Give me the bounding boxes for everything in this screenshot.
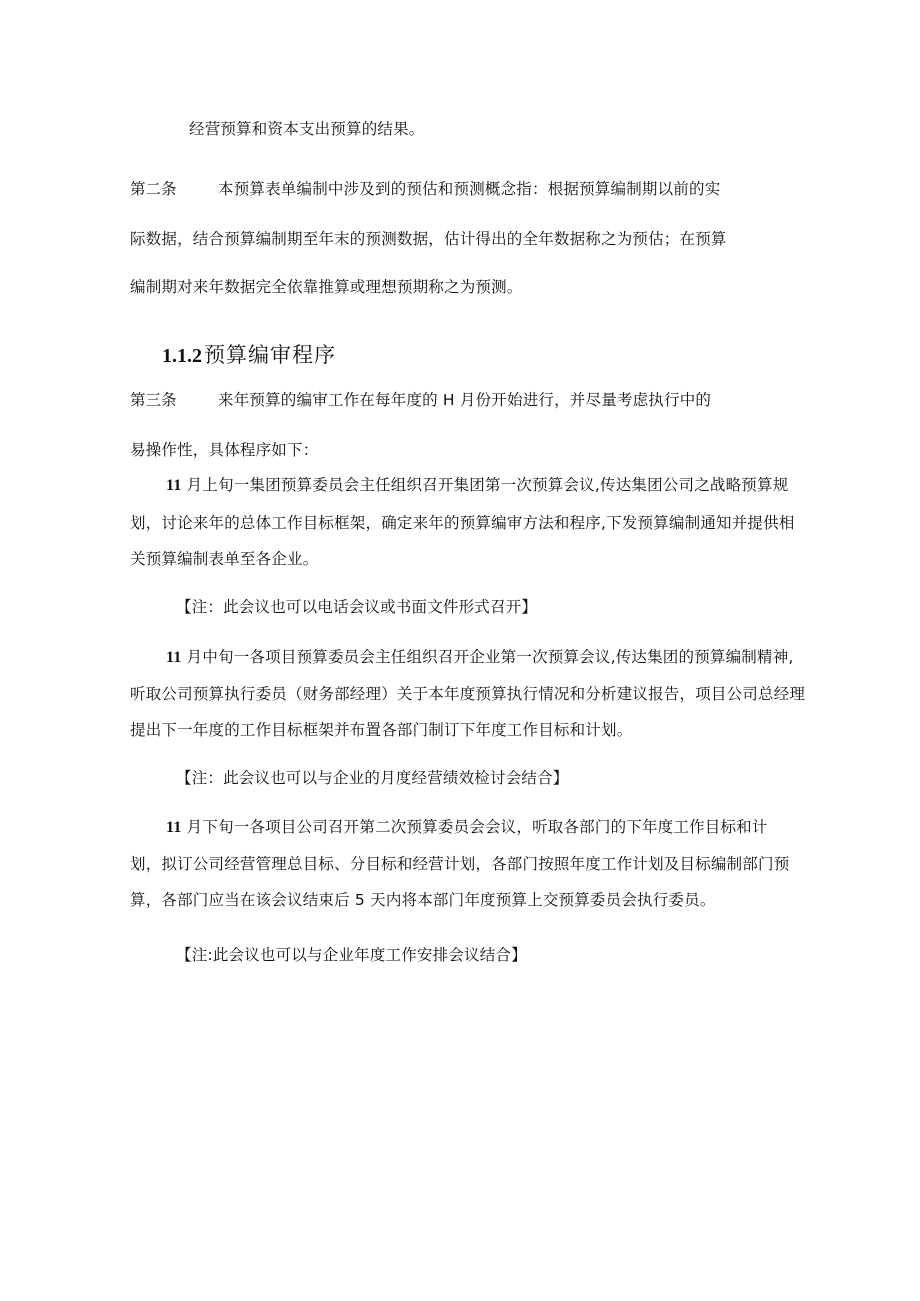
paragraph-line: 来年预算的编审工作在每年度的 H 月份开始进行，并尽量考虑执行中的 [218, 391, 712, 409]
paragraph-line: 算，各部门应当在该会议结束后 5 天内将本部门年度预算上交预算委员会执行委员。 [130, 891, 716, 909]
month-number: 11 [166, 649, 182, 666]
section-title: 预算编审程序 [204, 343, 336, 367]
month-number: 11 [166, 477, 182, 494]
article-label: 第二条 [130, 180, 177, 198]
paragraph-line: 提出下一年度的工作目标框架并布置各部门制订下年度工作目标和计划。 [130, 721, 633, 739]
paragraph-line: 易操作性，具体程序如下： [130, 441, 319, 459]
paragraph-line: 本预算表单编制中涉及到的预估和预测概念指：根据预算编制期以前的实 [218, 180, 721, 198]
section-heading [162, 342, 336, 369]
paragraph-line: 划，拟订公司经营管理总目标、分目标和经营计划，各部门按照年度工作计划及目标编制部门预 [130, 855, 790, 873]
step-line [166, 647, 794, 668]
paragraph-line: 经营预算和资本支出预算的结果。 [189, 120, 425, 138]
step-text: 月中旬一各项目预算委员会主任组织召开企业第一次预算会议,传达集团的预算编制精神, [186, 648, 794, 666]
note: 【注：此会议也可以电话会议或书面文件形式召开】 [176, 598, 538, 616]
step-text: 月下旬一各项目公司召开第二次预算委员会会议，听取各部门的下年度工作目标和计 [186, 818, 768, 836]
paragraph-line: 关预算编制表单至各企业。 [130, 550, 319, 568]
month-number: 11 [166, 819, 182, 836]
step-line [166, 475, 788, 496]
section-number: 1.1.2 [162, 345, 202, 367]
note: 【注:此会议也可以与企业年度工作安排会议结合】 [176, 946, 527, 964]
paragraph-line: 际数据，结合预算编制期至年末的预测数据，估计得出的全年数据称之为预估；在预算 [130, 230, 727, 248]
paragraph-line: 编制期对来年数据完全依靠推算或理想预期称之为预测。 [130, 278, 523, 296]
step-text: 月上旬一集团预算委员会主任组织召开集团第一次预算会议,传达集团公司之战略预算规 [186, 476, 789, 494]
step-line [166, 817, 768, 838]
paragraph-line: 划，讨论来年的总体工作目标框架，确定来年的预算编审方法和程序,下发预算编制通知并提供相 [130, 514, 795, 532]
article-label: 第三条 [130, 391, 177, 409]
note: 【注：此会议也可以与企业的月度经营绩效检讨会结合】 [176, 769, 569, 787]
paragraph-line: 听取公司预算执行委员（财务部经理）关于本年度预算执行情况和分析建议报告，项目公司总经理 [130, 685, 806, 703]
